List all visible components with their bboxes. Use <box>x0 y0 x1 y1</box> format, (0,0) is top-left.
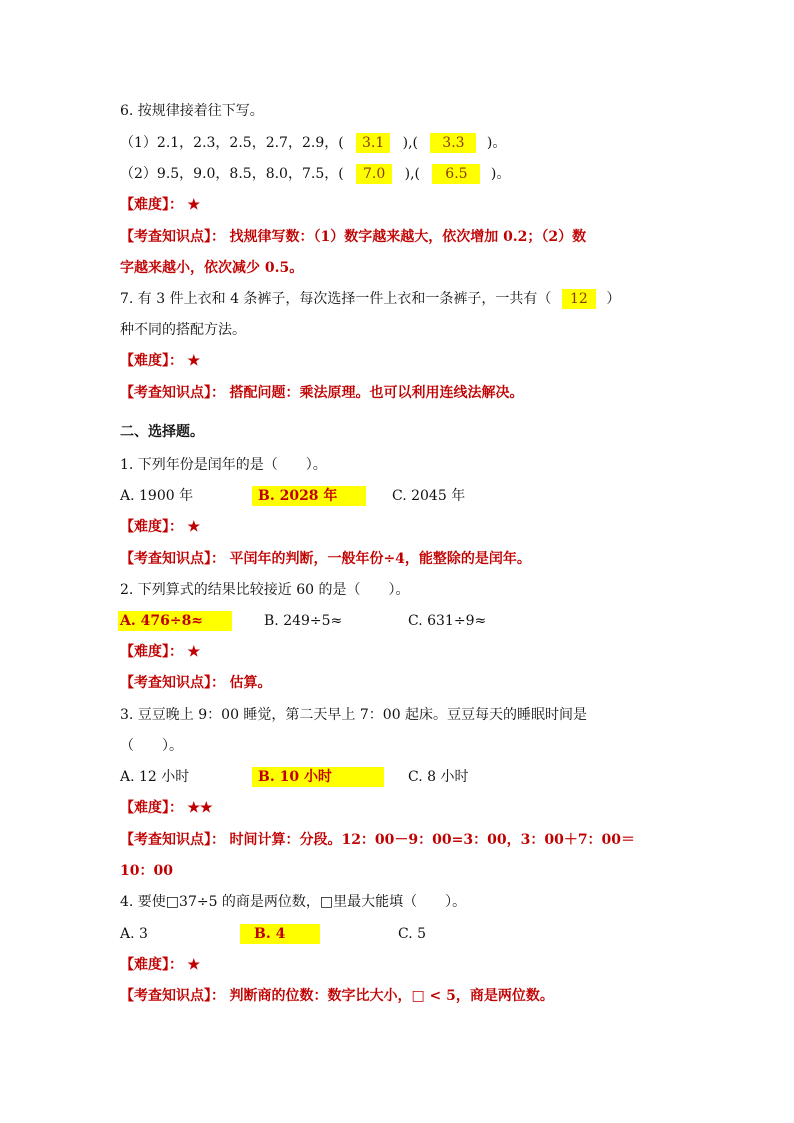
c3-stem-line1: 3. 豆豆晚上 9：00 睡觉，第二天早上 7：00 起床。豆豆每天的睡眠时间是 <box>120 707 588 723</box>
c2-option-c: C. 631÷9≈ <box>408 613 487 629</box>
c3-knowledge-text-cont: 10：00 <box>120 863 173 879</box>
q6-line1-answer1: 3.1 <box>356 133 390 153</box>
c3-difficulty <box>120 798 213 818</box>
knowledge-text: 平闰年的判断，一般年份÷4，能整除的是闰年。 <box>229 551 531 567</box>
c1-stem: 1. 下列年份是闰年的是（ ）。 <box>120 457 327 473</box>
q6-line2-answer2: 6.5 <box>432 164 480 184</box>
c4-option-b-correct: B. 4 <box>240 924 320 944</box>
c4-option-a: A. 3 <box>120 926 148 942</box>
knowledge-text: 搭配问题：乘法原理。也可以利用连线法解决。 <box>229 385 524 401</box>
c3-knowledge-point <box>120 830 635 850</box>
difficulty-stars: ★★ <box>187 800 213 816</box>
q6-line1-end: )。 <box>486 135 507 151</box>
difficulty-stars: ★ <box>187 644 201 660</box>
q6-line2-mid: ),( <box>404 166 420 182</box>
q6-line2-answer1: 7.0 <box>356 164 392 184</box>
c3-option-b-correct: B. 10 小时 <box>252 767 384 787</box>
q6-difficulty <box>120 195 200 215</box>
q7-knowledge-point <box>120 383 523 403</box>
c3-option-a: A. 12 小时 <box>120 769 190 785</box>
q7-answer: 12 <box>562 289 596 309</box>
difficulty-label: 【难度】： <box>120 197 183 213</box>
q6-line1-answer2: 3.3 <box>430 133 476 153</box>
difficulty-label: 【难度】： <box>120 519 183 535</box>
difficulty-label: 【难度】： <box>120 644 183 660</box>
q7-difficulty <box>120 351 200 371</box>
knowledge-label: 【考查知识点】： <box>120 229 225 245</box>
knowledge-label: 【考查知识点】： <box>120 832 225 848</box>
difficulty-stars: ★ <box>187 353 201 369</box>
c1-option-a: A. 1900 年 <box>120 488 194 504</box>
q7-stem: 7. 有 3 件上衣和 4 条裤子，每次选择一件上衣和一条裤子，一共有（ <box>120 291 552 307</box>
c4-difficulty <box>120 955 200 975</box>
q6-line2 <box>120 164 510 184</box>
c4-knowledge-point <box>120 986 554 1006</box>
c1-option-c: C. 2045 年 <box>392 488 466 504</box>
q6-line2-end: )。 <box>490 166 511 182</box>
q7-stem-line2: 种不同的搭配方法。 <box>120 322 246 338</box>
knowledge-label: 【考查知识点】： <box>120 675 225 691</box>
difficulty-label: 【难度】： <box>120 957 183 973</box>
q6-line1-mid: ),( <box>402 135 418 151</box>
q6-line2-prefix: （2）9.5，9.0，8.5，8.0，7.5，( <box>120 166 344 182</box>
knowledge-label: 【考查知识点】： <box>120 988 225 1004</box>
c2-option-b: B. 249÷5≈ <box>264 613 343 629</box>
c3-option-c: C. 8 小时 <box>408 769 469 785</box>
c3-stem-line2: （ ）。 <box>120 738 183 754</box>
knowledge-label: 【考查知识点】： <box>120 385 225 401</box>
knowledge-text: 找规律写数：（1）数字越来越大，依次增加 0.2；（2）数 <box>229 229 587 245</box>
difficulty-stars: ★ <box>187 519 201 535</box>
c4-option-c: C. 5 <box>398 926 427 942</box>
difficulty-label: 【难度】： <box>120 800 183 816</box>
c4-stem: 4. 要使□37÷5 的商是两位数，□里最大能填（ ）。 <box>120 894 467 910</box>
knowledge-text: 估算。 <box>229 675 272 691</box>
c1-knowledge-point <box>120 549 531 569</box>
c2-stem: 2. 下列算式的结果比较接近 60 的是（ ）。 <box>120 582 410 598</box>
difficulty-label: 【难度】： <box>120 353 183 369</box>
knowledge-label: 【考查知识点】： <box>120 551 225 567</box>
q7-stem-line1 <box>120 289 620 309</box>
q6-knowledge-point <box>120 227 586 247</box>
q6-stem: 6. 按规律接着往下写。 <box>120 103 264 119</box>
difficulty-stars: ★ <box>187 957 201 973</box>
section-title: 二、选择题。 <box>120 424 204 440</box>
q7-stem-end: ） <box>606 291 621 307</box>
difficulty-stars: ★ <box>187 197 201 213</box>
q6-line1 <box>120 133 506 153</box>
c1-option-b-correct: B. 2028 年 <box>252 486 366 506</box>
q6-knowledge-text-cont: 字越来越小，依次减少 0.5。 <box>120 260 304 276</box>
c2-option-a-correct: A. 476÷8≈ <box>118 611 232 631</box>
q6-line1-prefix: （1）2.1，2.3，2.5，2.7，2.9，( <box>120 135 344 151</box>
knowledge-text: 判断商的位数：数字比大小，□ < 5，商是两位数。 <box>229 988 554 1004</box>
knowledge-text: 时间计算：分段。12：00－9：00=3：00，3：00＋7：00＝ <box>229 832 636 848</box>
c2-difficulty <box>120 642 200 662</box>
c1-difficulty <box>120 517 200 537</box>
c2-knowledge-point <box>120 673 271 693</box>
